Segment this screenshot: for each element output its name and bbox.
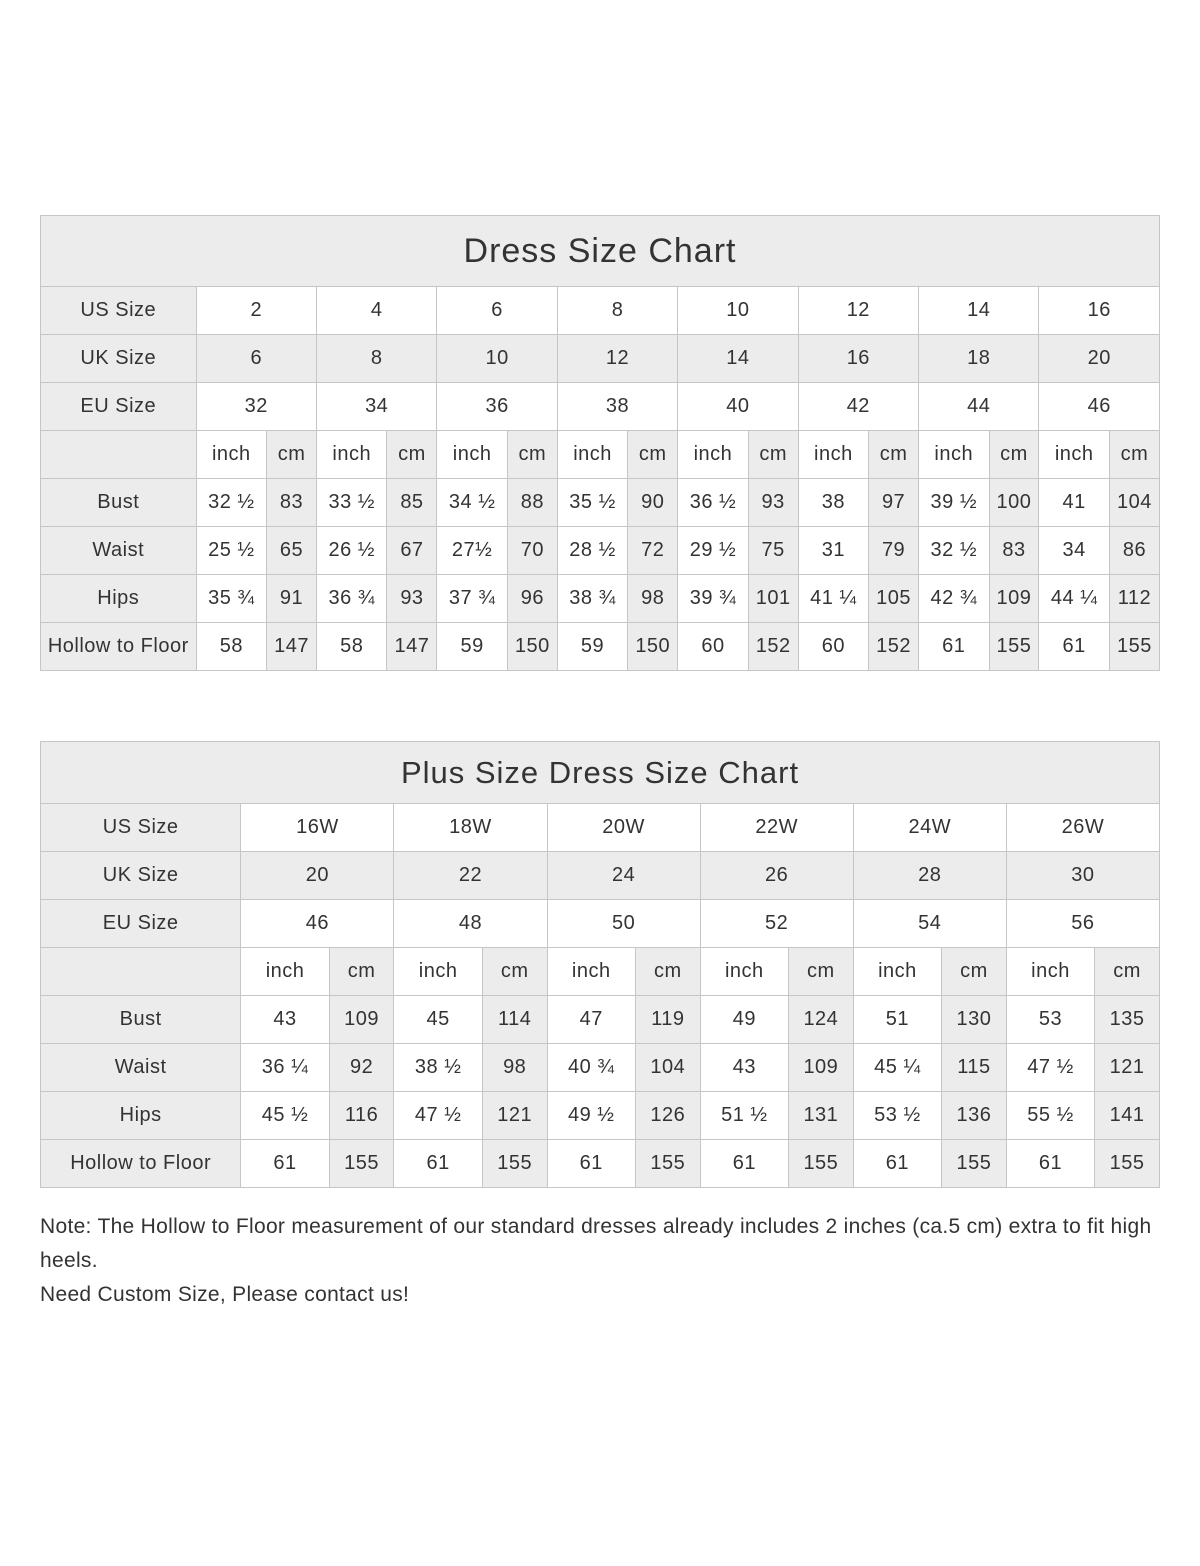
row-label: US Size xyxy=(41,804,241,852)
unit-inch-label: inch xyxy=(678,431,749,479)
size-value-cell: 18 xyxy=(919,335,1039,383)
measure-inch-value: 37 ¾ xyxy=(437,575,508,623)
size-value-cell: 16 xyxy=(798,335,918,383)
measure-inch-value: 44 ¼ xyxy=(1039,575,1110,623)
unit-inch-label: inch xyxy=(437,431,508,479)
measure-cm-value: 104 xyxy=(635,1044,700,1092)
measure-inch-value: 61 xyxy=(547,1140,635,1188)
measure-inch-value: 36 ½ xyxy=(678,479,749,527)
measure-cm-value: 150 xyxy=(628,623,678,671)
row-label: Waist xyxy=(41,1044,241,1092)
unit-inch-label: inch xyxy=(1006,948,1094,996)
measure-cm-value: 155 xyxy=(942,1140,1007,1188)
measure-inch-value: 38 ½ xyxy=(394,1044,482,1092)
measure-cm-value: 147 xyxy=(267,623,317,671)
size-value-cell: 52 xyxy=(700,900,853,948)
measure-inch-value: 40 ¾ xyxy=(547,1044,635,1092)
measure-inch-value: 47 ½ xyxy=(1006,1044,1094,1092)
plus-size-chart-table xyxy=(40,741,1160,1188)
measure-cm-value: 105 xyxy=(869,575,919,623)
size-value-cell: 34 xyxy=(316,383,436,431)
size-value-cell: 46 xyxy=(1039,383,1160,431)
measure-inch-value: 35 ¾ xyxy=(196,575,267,623)
measure-inch-value: 61 xyxy=(1006,1140,1094,1188)
measure-cm-value: 72 xyxy=(628,527,678,575)
measure-inch-value: 61 xyxy=(700,1140,788,1188)
row-label: Hollow to Floor xyxy=(41,623,197,671)
size-value-cell: 30 xyxy=(1006,852,1159,900)
size-value-cell: 24W xyxy=(853,804,1006,852)
measure-inch-value: 35 ½ xyxy=(557,479,628,527)
unit-cm-label: cm xyxy=(635,948,700,996)
measure-cm-value: 155 xyxy=(789,1140,854,1188)
unit-cm-label: cm xyxy=(1109,431,1159,479)
size-value-cell: 44 xyxy=(919,383,1039,431)
row-label: UK Size xyxy=(41,852,241,900)
measure-inch-value: 47 ½ xyxy=(394,1092,482,1140)
measure-inch-value: 45 ½ xyxy=(241,1092,329,1140)
measure-cm-value: 155 xyxy=(635,1140,700,1188)
unit-inch-label: inch xyxy=(919,431,990,479)
measure-cm-value: 155 xyxy=(482,1140,547,1188)
measure-inch-value: 25 ½ xyxy=(196,527,267,575)
measure-inch-value: 32 ½ xyxy=(919,527,990,575)
measure-cm-value: 83 xyxy=(267,479,317,527)
measure-inch-value: 60 xyxy=(678,623,749,671)
measure-inch-value: 43 xyxy=(700,1044,788,1092)
measure-inch-value: 38 ¾ xyxy=(557,575,628,623)
measure-inch-value: 61 xyxy=(919,623,990,671)
unit-cm-label: cm xyxy=(387,431,437,479)
measure-inch-value: 36 ¾ xyxy=(316,575,387,623)
measure-cm-value: 98 xyxy=(482,1044,547,1092)
measure-cm-value: 136 xyxy=(942,1092,1007,1140)
measure-cm-value: 97 xyxy=(869,479,919,527)
measure-inch-value: 41 xyxy=(1039,479,1110,527)
row-label: UK Size xyxy=(41,335,197,383)
measure-cm-value: 70 xyxy=(507,527,557,575)
size-value-cell: 10 xyxy=(437,335,557,383)
unit-inch-label: inch xyxy=(394,948,482,996)
measure-inch-value: 49 ½ xyxy=(547,1092,635,1140)
row-label: US Size xyxy=(41,287,197,335)
size-value-cell: 10 xyxy=(678,287,798,335)
row-label: Bust xyxy=(41,479,197,527)
unit-inch-label: inch xyxy=(853,948,941,996)
measure-inch-value: 27½ xyxy=(437,527,508,575)
measure-cm-value: 100 xyxy=(989,479,1039,527)
size-value-cell: 12 xyxy=(557,335,677,383)
measure-inch-value: 47 xyxy=(547,996,635,1044)
measure-inch-value: 39 ½ xyxy=(919,479,990,527)
measure-cm-value: 155 xyxy=(989,623,1039,671)
unit-cm-label: cm xyxy=(1095,948,1160,996)
measure-cm-value: 131 xyxy=(789,1092,854,1140)
measure-cm-value: 93 xyxy=(387,575,437,623)
measure-cm-value: 115 xyxy=(942,1044,1007,1092)
measure-cm-value: 130 xyxy=(942,996,1007,1044)
measure-inch-value: 34 xyxy=(1039,527,1110,575)
measure-cm-value: 135 xyxy=(1095,996,1160,1044)
measure-cm-value: 152 xyxy=(869,623,919,671)
size-value-cell: 22W xyxy=(700,804,853,852)
measure-inch-value: 60 xyxy=(798,623,869,671)
unit-cm-label: cm xyxy=(748,431,798,479)
measure-inch-value: 45 xyxy=(394,996,482,1044)
size-value-cell: 42 xyxy=(798,383,918,431)
measure-inch-value: 61 xyxy=(853,1140,941,1188)
measure-inch-value: 43 xyxy=(241,996,329,1044)
size-value-cell: 18W xyxy=(394,804,547,852)
chart-title: Plus Size Dress Size Chart xyxy=(41,742,1160,804)
measure-cm-value: 155 xyxy=(329,1140,394,1188)
row-label: Hips xyxy=(41,1092,241,1140)
measure-inch-value: 55 ½ xyxy=(1006,1092,1094,1140)
measure-cm-value: 114 xyxy=(482,996,547,1044)
unit-inch-label: inch xyxy=(1039,431,1110,479)
measure-cm-value: 126 xyxy=(635,1092,700,1140)
size-value-cell: 22 xyxy=(394,852,547,900)
size-value-cell: 8 xyxy=(557,287,677,335)
measure-cm-value: 85 xyxy=(387,479,437,527)
size-value-cell: 48 xyxy=(394,900,547,948)
measure-cm-value: 147 xyxy=(387,623,437,671)
size-value-cell: 20 xyxy=(241,852,394,900)
measure-inch-value: 53 ½ xyxy=(853,1092,941,1140)
measure-cm-value: 109 xyxy=(789,1044,854,1092)
measure-cm-value: 116 xyxy=(329,1092,394,1140)
measure-cm-value: 121 xyxy=(1095,1044,1160,1092)
measure-cm-value: 67 xyxy=(387,527,437,575)
size-value-cell: 38 xyxy=(557,383,677,431)
size-value-cell: 12 xyxy=(798,287,918,335)
measure-inch-value: 34 ½ xyxy=(437,479,508,527)
unit-cm-label: cm xyxy=(267,431,317,479)
measure-inch-value: 61 xyxy=(1039,623,1110,671)
measure-cm-value: 86 xyxy=(1109,527,1159,575)
measure-inch-value: 36 ¼ xyxy=(241,1044,329,1092)
size-value-cell: 6 xyxy=(437,287,557,335)
measure-cm-value: 83 xyxy=(989,527,1039,575)
measure-inch-value: 59 xyxy=(557,623,628,671)
measure-inch-value: 26 ½ xyxy=(316,527,387,575)
measure-cm-value: 88 xyxy=(507,479,557,527)
size-value-cell: 16 xyxy=(1039,287,1160,335)
unit-inch-label: inch xyxy=(241,948,329,996)
size-value-cell: 26 xyxy=(700,852,853,900)
unit-cm-label: cm xyxy=(507,431,557,479)
unit-cm-label: cm xyxy=(989,431,1039,479)
measure-cm-value: 119 xyxy=(635,996,700,1044)
note-line-2: Need Custom Size, Please contact us! xyxy=(40,1283,410,1307)
unit-cm-label: cm xyxy=(869,431,919,479)
measure-cm-value: 109 xyxy=(989,575,1039,623)
measure-inch-value: 49 xyxy=(700,996,788,1044)
measure-cm-value: 104 xyxy=(1109,479,1159,527)
measure-inch-value: 59 xyxy=(437,623,508,671)
unit-cm-label: cm xyxy=(482,948,547,996)
size-value-cell: 6 xyxy=(196,335,316,383)
measure-inch-value: 45 ¼ xyxy=(853,1044,941,1092)
measure-inch-value: 38 xyxy=(798,479,869,527)
size-value-cell: 56 xyxy=(1006,900,1159,948)
unit-inch-label: inch xyxy=(557,431,628,479)
measure-cm-value: 96 xyxy=(507,575,557,623)
measure-inch-value: 39 ¾ xyxy=(678,575,749,623)
size-value-cell: 32 xyxy=(196,383,316,431)
measure-inch-value: 58 xyxy=(316,623,387,671)
measure-cm-value: 124 xyxy=(789,996,854,1044)
unit-cm-label: cm xyxy=(789,948,854,996)
row-label: Hips xyxy=(41,575,197,623)
measure-cm-value: 121 xyxy=(482,1092,547,1140)
measure-inch-value: 42 ¾ xyxy=(919,575,990,623)
measure-cm-value: 152 xyxy=(748,623,798,671)
measure-inch-value: 32 ½ xyxy=(196,479,267,527)
unit-inch-label: inch xyxy=(316,431,387,479)
row-label: Bust xyxy=(41,996,241,1044)
measure-cm-value: 79 xyxy=(869,527,919,575)
size-value-cell: 50 xyxy=(547,900,700,948)
measure-inch-value: 58 xyxy=(196,623,267,671)
chart-title: Dress Size Chart xyxy=(41,216,1160,287)
unit-cm-label: cm xyxy=(942,948,1007,996)
unit-inch-label: inch xyxy=(196,431,267,479)
size-value-cell: 4 xyxy=(316,287,436,335)
size-value-cell: 8 xyxy=(316,335,436,383)
unit-inch-label: inch xyxy=(700,948,788,996)
size-value-cell: 24 xyxy=(547,852,700,900)
measure-cm-value: 75 xyxy=(748,527,798,575)
row-label: EU Size xyxy=(41,383,197,431)
unit-cm-label: cm xyxy=(329,948,394,996)
note-text xyxy=(40,1210,1160,1312)
measure-inch-value: 51 xyxy=(853,996,941,1044)
unit-row-spacer xyxy=(41,431,197,479)
measure-cm-value: 92 xyxy=(329,1044,394,1092)
unit-cm-label: cm xyxy=(628,431,678,479)
size-value-cell: 16W xyxy=(241,804,394,852)
measure-cm-value: 155 xyxy=(1095,1140,1160,1188)
measure-cm-value: 90 xyxy=(628,479,678,527)
size-value-cell: 14 xyxy=(678,335,798,383)
size-value-cell: 46 xyxy=(241,900,394,948)
size-value-cell: 28 xyxy=(853,852,1006,900)
size-value-cell: 40 xyxy=(678,383,798,431)
size-value-cell: 20 xyxy=(1039,335,1160,383)
measure-inch-value: 28 ½ xyxy=(557,527,628,575)
size-value-cell: 20W xyxy=(547,804,700,852)
measure-inch-value: 51 ½ xyxy=(700,1092,788,1140)
size-value-cell: 36 xyxy=(437,383,557,431)
measure-inch-value: 29 ½ xyxy=(678,527,749,575)
measure-cm-value: 93 xyxy=(748,479,798,527)
measure-cm-value: 98 xyxy=(628,575,678,623)
measure-cm-value: 101 xyxy=(748,575,798,623)
measure-cm-value: 155 xyxy=(1109,623,1159,671)
measure-inch-value: 61 xyxy=(394,1140,482,1188)
row-label: Hollow to Floor xyxy=(41,1140,241,1188)
unit-row-spacer xyxy=(41,948,241,996)
measure-inch-value: 33 ½ xyxy=(316,479,387,527)
row-label: Waist xyxy=(41,527,197,575)
size-value-cell: 2 xyxy=(196,287,316,335)
unit-inch-label: inch xyxy=(798,431,869,479)
measure-inch-value: 31 xyxy=(798,527,869,575)
row-label: EU Size xyxy=(41,900,241,948)
size-value-cell: 54 xyxy=(853,900,1006,948)
measure-cm-value: 91 xyxy=(267,575,317,623)
size-value-cell: 26W xyxy=(1006,804,1159,852)
measure-cm-value: 112 xyxy=(1109,575,1159,623)
measure-cm-value: 65 xyxy=(267,527,317,575)
measure-cm-value: 150 xyxy=(507,623,557,671)
note-line-1: Note: The Hollow to Floor measurement of our standard dresses already includes 2 inches (ca.5 cm) extra to fit high heels. xyxy=(40,1215,1152,1273)
measure-inch-value: 61 xyxy=(241,1140,329,1188)
size-value-cell: 14 xyxy=(919,287,1039,335)
unit-inch-label: inch xyxy=(547,948,635,996)
measure-inch-value: 41 ¼ xyxy=(798,575,869,623)
measure-cm-value: 109 xyxy=(329,996,394,1044)
measure-inch-value: 53 xyxy=(1006,996,1094,1044)
measure-cm-value: 141 xyxy=(1095,1092,1160,1140)
standard-size-chart-table xyxy=(40,215,1160,671)
